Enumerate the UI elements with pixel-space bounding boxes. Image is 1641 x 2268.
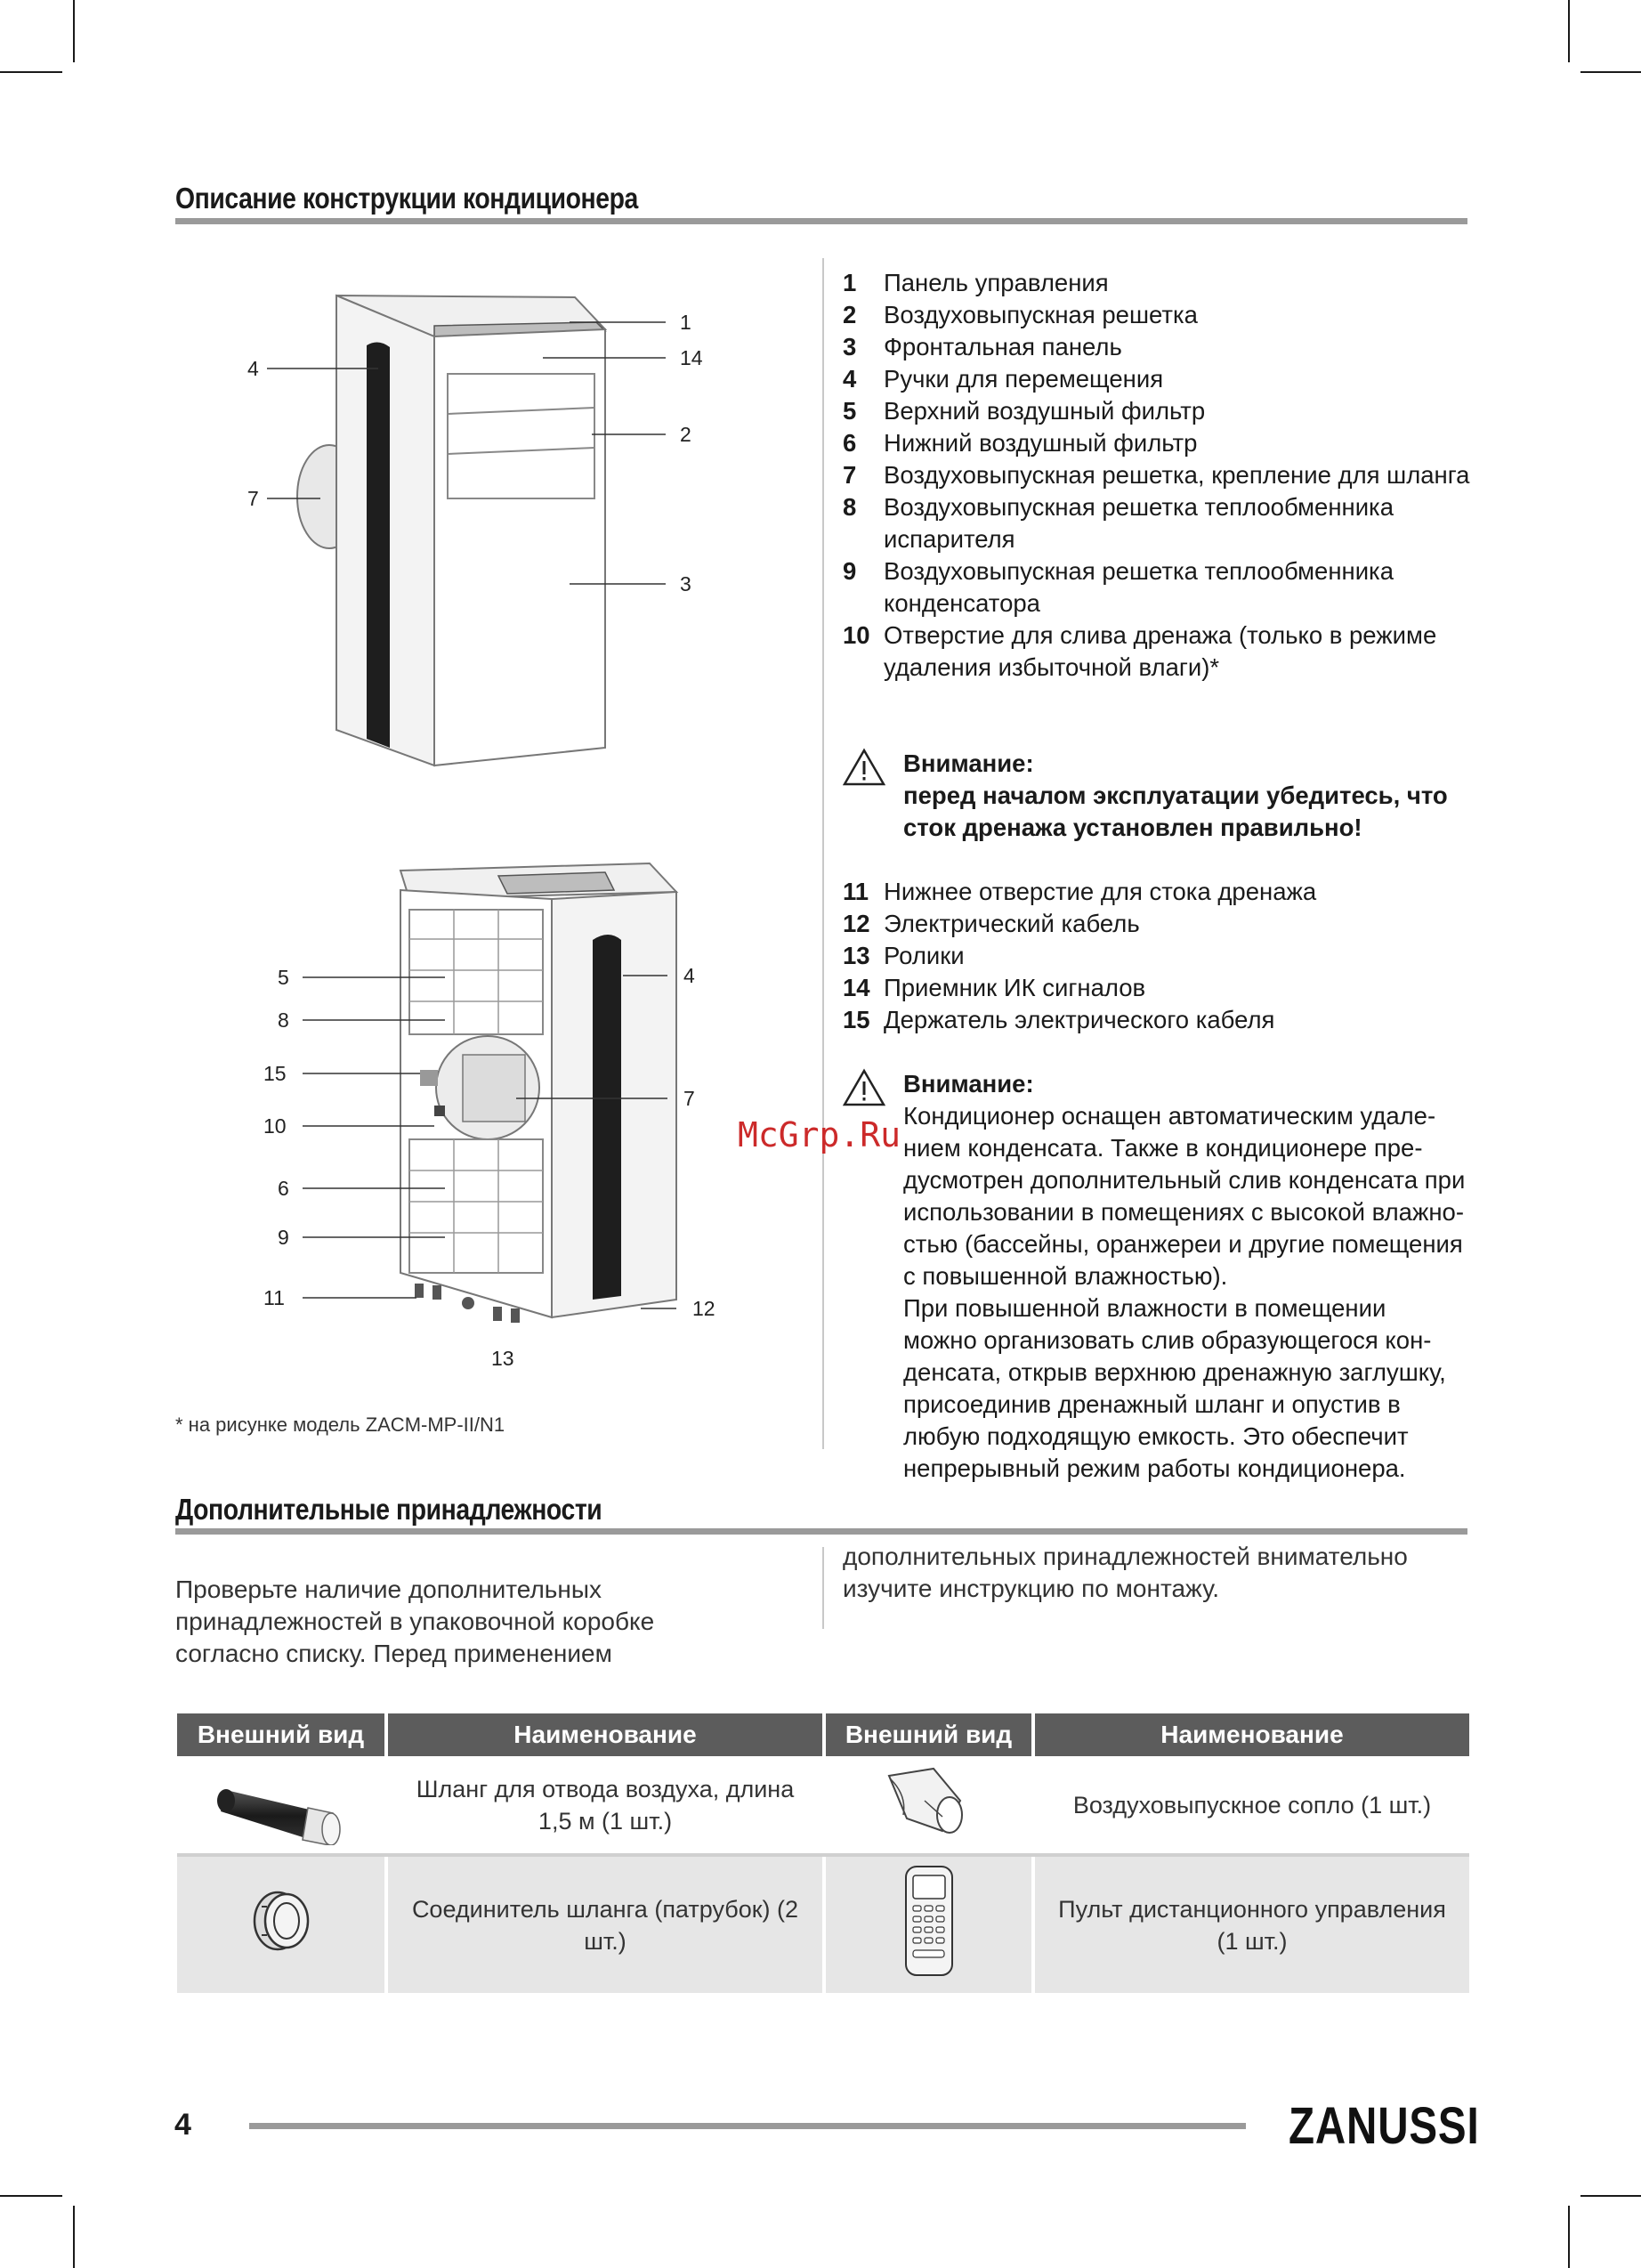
table-row <box>177 1855 1469 1993</box>
list-item: 3 Фронтальная панель <box>843 333 1122 360</box>
crop-mark <box>0 2195 62 2197</box>
callout-9: 9 <box>278 1226 289 1249</box>
crop-mark <box>1580 2195 1641 2197</box>
list-item: 8 Воздуховыпускная решетка теплообменника испарителя <box>843 493 1394 553</box>
watermark: McGrp.Ru <box>738 1115 901 1154</box>
crop-mark <box>1580 71 1641 73</box>
callout-5: 5 <box>278 966 289 989</box>
table-cell-image <box>177 1855 386 1993</box>
callout-15: 15 <box>263 1062 287 1085</box>
parts-list-a <box>843 267 1475 684</box>
brand-logo: ZANUSSI <box>1289 2097 1480 2155</box>
table-cell-name: Воздуховыпускное сопло (1 шт.) <box>1033 1756 1469 1855</box>
figure-rear-view <box>258 855 739 1389</box>
table-header: Наименование <box>386 1713 824 1756</box>
crop-mark <box>73 2206 75 2268</box>
warning-icon <box>843 748 885 787</box>
list-item: 14 Приемник ИК сигналов <box>843 974 1146 1001</box>
air-nozzle-image <box>871 1756 987 1845</box>
list-item: 11 Нижнее отверстие для стока дренажа <box>843 878 1317 905</box>
accessories-table <box>177 1713 1469 1993</box>
callout-3: 3 <box>680 572 691 595</box>
section-title-design: Описание конструкции кондиционера <box>175 182 638 215</box>
page-number: 4 <box>174 2108 191 2142</box>
warning-paragraph: При повышенной влажности в помещении можно организовать слив образующегося конденсата, открыв верхнюю дренажную заглушку, присоединив дренажный шланг и опустив в любую подходящую емкость. Это обеспечит непрерывный режим работы кондиционера. <box>903 1294 1446 1482</box>
warning-box-condensate <box>843 1068 1483 1485</box>
figure-caption: * на рисунке модель ZACM-MP-II/N1 <box>175 1413 505 1436</box>
warning-heading: Внимание: <box>903 749 1034 777</box>
accessories-intro-right: дополнительных принадлежностей внимательно изучите инструкцию по монтажу. <box>843 1543 1408 1602</box>
section-rule <box>175 218 1467 224</box>
callout-1: 1 <box>680 311 691 334</box>
table-header-row <box>177 1713 1469 1756</box>
list-item: 1 Панель управления <box>843 269 1109 296</box>
column-divider <box>822 258 824 1449</box>
column-divider <box>822 1547 824 1629</box>
list-item: 4 Ручки для перемещения <box>843 365 1164 393</box>
table-cell-image <box>177 1756 386 1855</box>
table-cell-name: Шланг для отвода воздуха, длина 1,5 м (1 шт.) <box>386 1756 824 1855</box>
table-cell-image <box>824 1756 1033 1855</box>
callout-6: 6 <box>278 1177 289 1200</box>
list-item: 6 Нижний воздушный фильтр <box>843 429 1198 457</box>
callout-13: 13 <box>491 1347 514 1370</box>
list-item: 7 Воздуховыпускная решетка, крепление для шланга <box>843 461 1470 489</box>
table-header: Наименование <box>1033 1713 1469 1756</box>
list-item: 9 Воздуховыпускная решетка теплообменника конденсатора <box>843 557 1394 617</box>
crop-mark <box>73 0 75 62</box>
table-row <box>177 1756 1469 1855</box>
callout-2: 2 <box>680 423 691 446</box>
section-rule <box>175 1528 1467 1535</box>
callout-11: 11 <box>263 1286 285 1309</box>
list-item: 2 Воздуховыпускная решетка <box>843 301 1198 328</box>
callout-12: 12 <box>692 1297 715 1320</box>
air-hose-image <box>210 1756 352 1845</box>
callout-7: 7 <box>683 1087 695 1110</box>
callout-8: 8 <box>278 1008 289 1032</box>
warning-heading: Внимание: <box>903 1070 1034 1098</box>
parts-list-b <box>843 876 1475 1036</box>
table-header: Внешний вид <box>177 1713 386 1756</box>
callout-10: 10 <box>263 1114 287 1138</box>
footer-rule <box>249 2123 1246 2129</box>
callout-14: 14 <box>680 346 703 369</box>
warning-text: перед началом эксплуатации убедитесь, что сток дренажа установлен правильно! <box>903 782 1448 841</box>
hose-connector-image <box>237 1876 326 1965</box>
remote-control-image <box>893 1863 965 1979</box>
warning-icon <box>843 1068 885 1107</box>
figure-front-view <box>231 285 730 783</box>
section-title-accessories: Дополнительные принадлежности <box>175 1493 602 1526</box>
table-cell-name: Соединитель шланга (патрубок) (2 шт.) <box>386 1855 824 1993</box>
list-item: 12 Электрический кабель <box>843 910 1140 937</box>
callout-4: 4 <box>247 357 259 380</box>
list-item: 13 Ролики <box>843 942 965 969</box>
warning-box <box>843 748 1483 844</box>
list-item: 10 Отверстие для слива дренажа (только в режиме удаления избыточной влаги)* <box>843 621 1437 681</box>
accessories-intro-left: Проверьте наличие дополнительных принадлежностей в упаковочной коробке согласно списку. Перед применением <box>175 1575 655 1667</box>
crop-mark <box>1568 2206 1570 2268</box>
list-item: 15 Держатель электрического кабеля <box>843 1006 1275 1033</box>
callout-7: 7 <box>247 487 259 510</box>
table-header: Внешний вид <box>824 1713 1033 1756</box>
callout-4: 4 <box>683 964 695 987</box>
warning-paragraph: Кондиционер оснащен автоматическим удалением конденсата. Также в кондиционере предусмотрен дополнительный слив конденсата при использовании в помещениях с высокой влажностью (бассейны, оранжереи и другие помещения с повышенной влажностью). <box>903 1102 1466 1290</box>
table-cell-name: Пульт дистанционного управления (1 шт.) <box>1033 1855 1469 1993</box>
table-cell-image <box>824 1855 1033 1993</box>
crop-mark <box>1568 0 1570 62</box>
crop-mark <box>0 71 62 73</box>
list-item: 5 Верхний воздушный фильтр <box>843 397 1206 425</box>
